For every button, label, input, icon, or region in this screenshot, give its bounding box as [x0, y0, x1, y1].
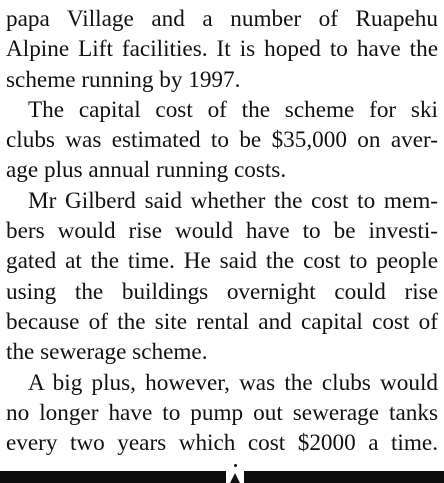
text-line: A big plus, however, was the clubs would: [28, 369, 438, 396]
stray-dot-mark: [234, 464, 237, 467]
paragraph-capital-cost: [6, 95, 438, 186]
text-line: every two years which cost $2000 a time.: [6, 430, 438, 457]
text-line: because of the site rental and capital cost of: [6, 308, 438, 335]
paragraph-big-plus: [6, 368, 438, 459]
text-line: no longer have to pump out sewerage tanks: [6, 399, 438, 426]
column-rule-bar: [0, 471, 444, 483]
text-line: the sewerage scheme.: [6, 339, 208, 366]
text-line: gated at the time. He said the cost to people: [6, 248, 438, 275]
triangle-mark-icon: [230, 473, 240, 483]
paragraph-village-facilities: [6, 4, 438, 95]
text-line: bers would rise would have to be investi-: [6, 218, 438, 245]
text-line: using the buildings overnight could rise: [6, 278, 438, 305]
text-line: scheme running by 1997.: [6, 66, 241, 93]
text-line: Alpine Lift facilities. It is hoped to have the: [6, 36, 438, 63]
text-line: The capital cost of the scheme for ski: [28, 96, 438, 123]
text-line: clubs was estimated to be $35,000 on aver-: [6, 127, 438, 154]
article-column: [6, 4, 438, 458]
text-line: age plus annual running costs.: [6, 157, 287, 184]
paragraph-member-costs: [6, 186, 438, 368]
text-line: papa Village and a number of Ruapehu: [6, 6, 438, 32]
text-line: Mr Gilberd said whether the cost to mem-: [28, 187, 438, 214]
